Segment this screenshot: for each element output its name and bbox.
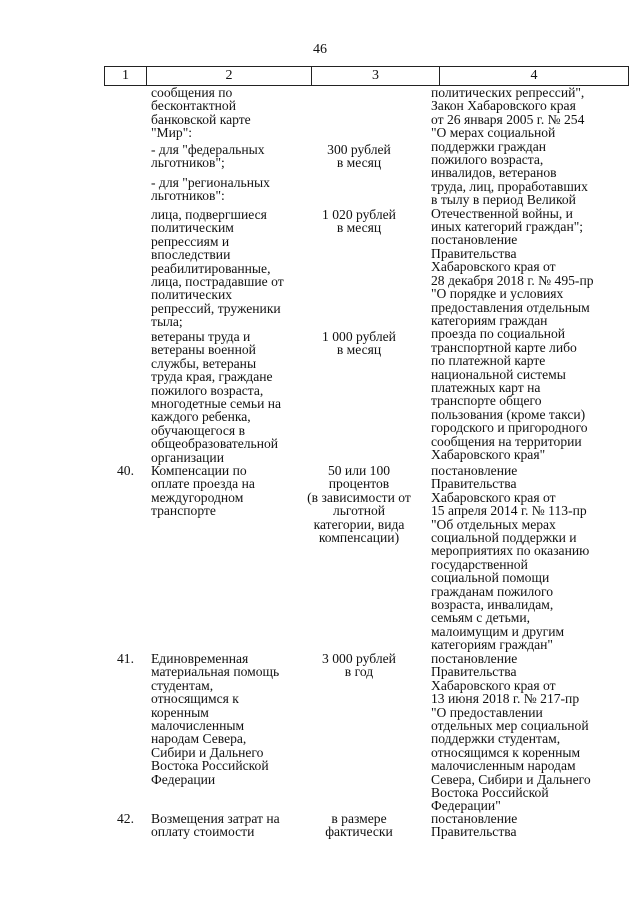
continued-basis: политических репрессий", Закон Хабаровского края от 26 января 2005 г. № 254 "О мерах социальной поддержки граждан пожилого возраста, инвалидов, ветеранов труда, лиц, проработавших в тылу в период Великой Отечественной войны, и иных категорий граждан"; постановление Правительства Хабаровского края от 28 декабря 2018 г. № 495-пр "О порядке и условиях предоставления отдельным категориям граждан проезда по социальной транспортной карте либо по платежной карте национальной системы платежных карт на транспорте общего пользования (кроме такси) городского и пригородного сообщения на территории Хабаровского края" bbox=[431, 85, 594, 462]
row-42-basis: постановление Правительства bbox=[431, 811, 518, 840]
sub-item-federal: - для "федеральных льготников"; bbox=[151, 142, 265, 171]
sub-item-federal-amount: 300 рублей в месяц bbox=[327, 142, 391, 171]
header-col-2: 2 bbox=[147, 67, 312, 85]
sub-item-repressed-amount: 1 020 рублей в месяц bbox=[322, 207, 396, 236]
row-42-name: Возмещения затрат на оплату стоимости bbox=[151, 811, 280, 840]
header-col-3: 3 bbox=[312, 67, 440, 85]
row-41-name: Единовременная материальная помощь студентам, относящимся к коренным малочисленным народам Севера, Сибири и Дальнего Востока Российской Федерации bbox=[151, 651, 280, 787]
row-40-number: 40. bbox=[117, 463, 134, 478]
row-42-number: 42. bbox=[117, 811, 134, 826]
row-41-number: 41. bbox=[117, 651, 134, 666]
header-col-1: 1 bbox=[105, 67, 147, 85]
page-number: 46 bbox=[313, 42, 327, 57]
sub-item-veterans: ветераны труда и ветераны военной службы, ветераны труда края, граждане пожилого возраста, многодетные семьи на каждого ребенка, обучающегося в общеобразовательной организации bbox=[151, 329, 282, 465]
row-40-amount: 50 или 100 процентов (в зависимости от льготной категории, вида компенсации) bbox=[307, 463, 411, 546]
row-42-amount: в размере фактически bbox=[325, 811, 393, 840]
continued-intro: сообщения по бесконтактной банковской карте "Мир": bbox=[151, 85, 251, 141]
row-41-basis: постановление Правительства Хабаровского края от 13 июня 2018 г. № 217-пр "О предоставлении отдельных мер социальной поддержки студентам, относящимся к коренным малочисленным народам Севера, Сибири и Дальнего Востока Российской Федерации" bbox=[431, 651, 591, 814]
row-40-name: Компенсации по оплате проезда на междугородном транспорте bbox=[151, 463, 255, 519]
row-40-basis: постановление Правительства Хабаровского края от 15 апреля 2014 г. № 113-пр "Об отдельных мерах социальной поддержки и мероприятиях по оказанию государственной социальной помощи гражданам пожилого возраста, инвалидам, семьям с детьми, малоимущим и другим категориям граждан" bbox=[431, 463, 590, 653]
sub-item-veterans-amount: 1 000 рублей в месяц bbox=[322, 329, 396, 358]
header-col-4: 4 bbox=[530, 68, 538, 83]
row-41-amount: 3 000 рублей в год bbox=[322, 651, 396, 680]
table-header bbox=[104, 66, 629, 86]
sub-item-regional: - для "региональных льготников": bbox=[151, 175, 270, 204]
sub-item-repressed: лица, подвергшиеся политическим репрессиям и впоследствии реабилитированные, лица, пострадавшие от политических репрессий, труженики тыла; bbox=[151, 207, 284, 330]
